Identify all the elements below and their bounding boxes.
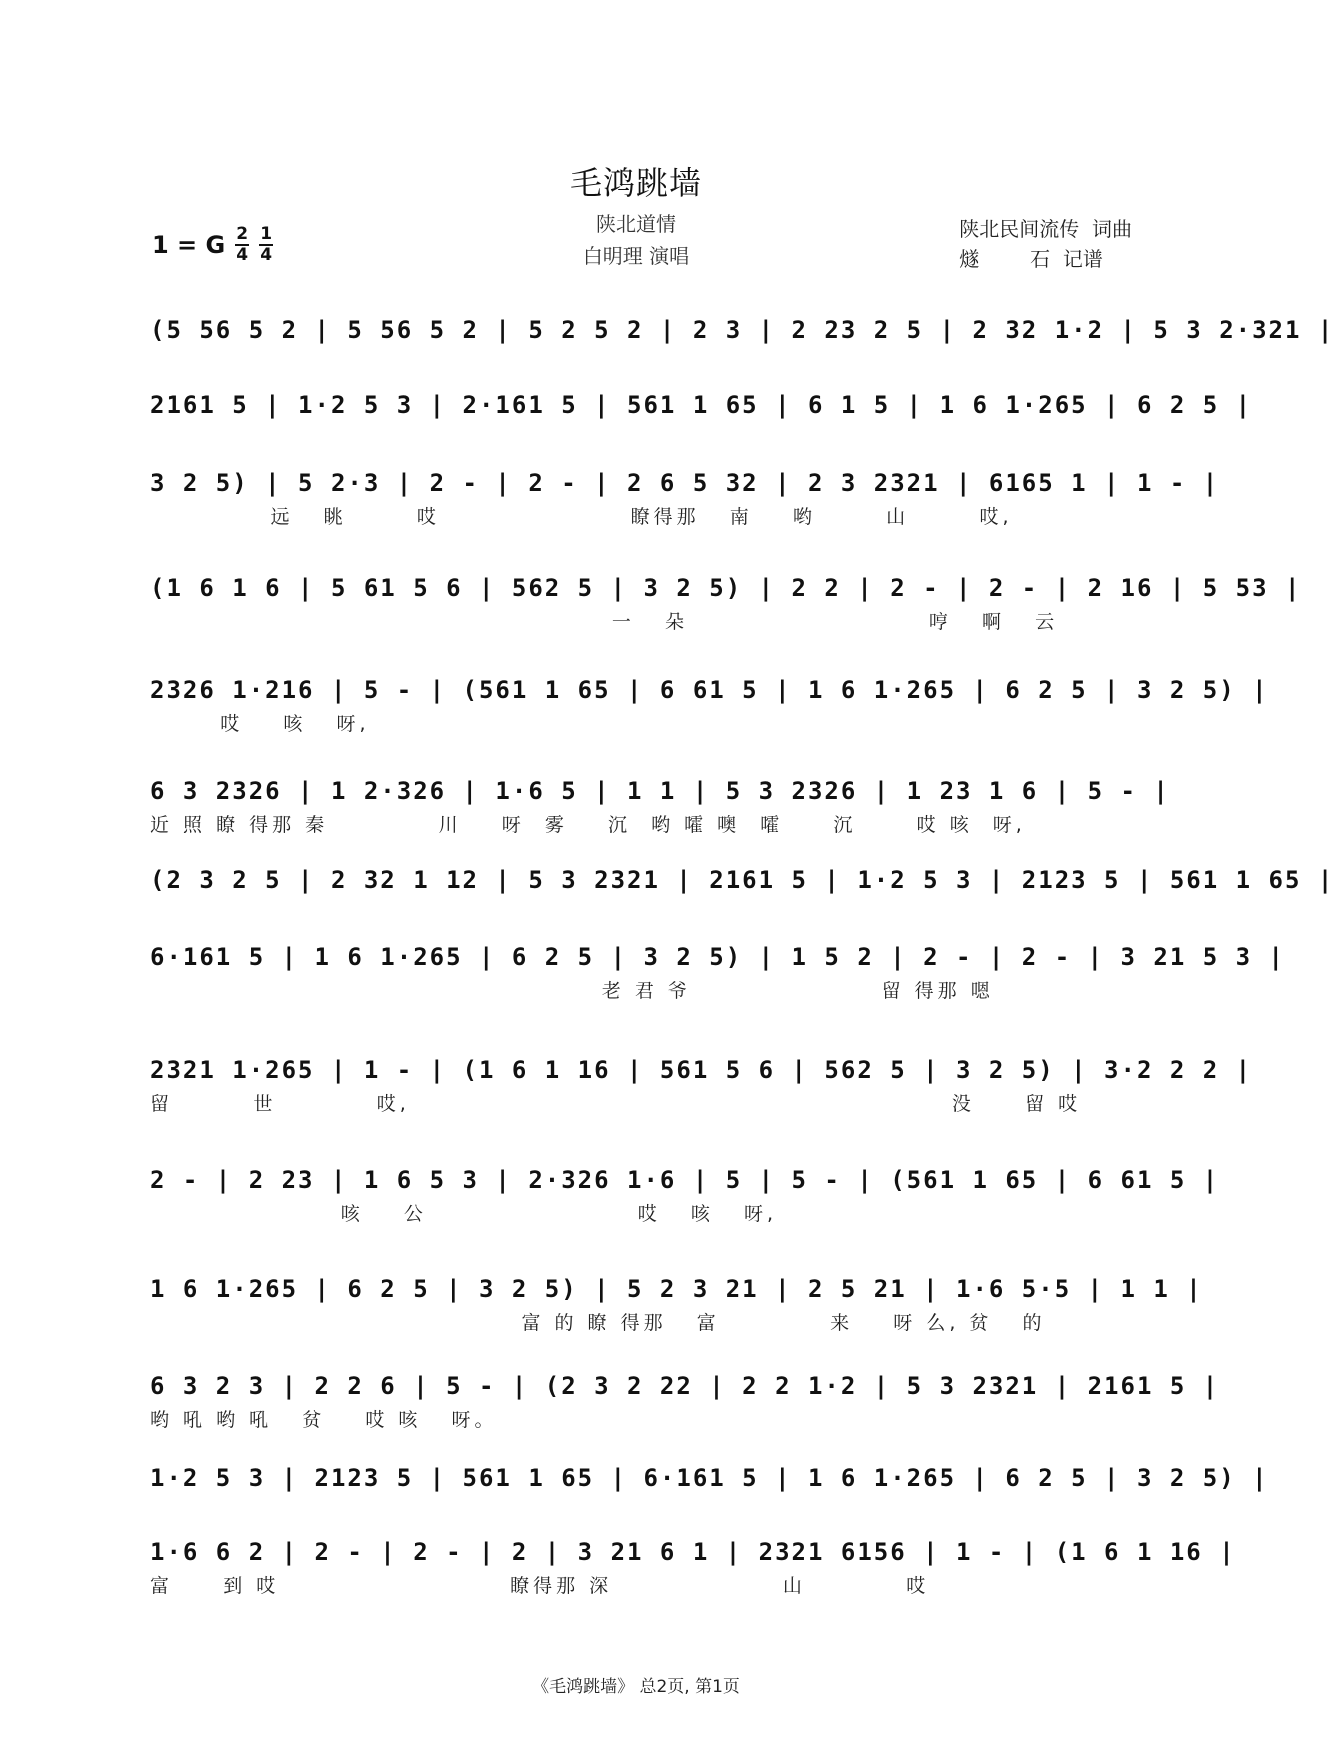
key-signature [152, 226, 273, 264]
score-system [150, 1532, 1236, 1600]
notation-line: (5 56 5 2 | 5 56 5 2 | 5 2 5 2 | 2 3 | 2 23 2 5 | 2 32 1·2 | 5 3 2·321 | [150, 316, 1334, 344]
song-title: 毛鸿跳墙 [569, 164, 702, 202]
lyrics-line: 近 照 瞭 得那 秦 川 呀 雾 沉 哟 嚯 噢 嚯 沉 哎 咳 呀, [150, 814, 1026, 836]
notation-line: 1·6 6 2 | 2 - | 2 - | 2 | 3 21 6 1 | 2321 6156 | 1 - | (1 6 1 16 | [150, 1538, 1236, 1566]
genre-subtitle: 陕北道情 [596, 212, 676, 236]
lyrics-line: 哟 吼 哟 吼 贫 哎 咳 呀。 [150, 1409, 498, 1431]
score-system [150, 310, 1334, 378]
time-sig-2-top: 1 [260, 224, 273, 244]
score-system [150, 1050, 1253, 1118]
notation-line: (2 3 2 5 | 2 32 1 12 | 5 3 2321 | 2161 5 | 1·2 5 3 | 2123 5 | 561 1 65 | [150, 866, 1334, 894]
time-sig-2-bottom: 4 [260, 245, 273, 265]
score-system [150, 860, 1334, 928]
score-system [150, 568, 1302, 636]
time-sig-1-bottom: 4 [236, 245, 249, 265]
score-system [150, 1160, 1220, 1228]
time-signature-1 [235, 226, 249, 264]
score-system [150, 385, 1253, 453]
lyrics-line [150, 1498, 1132, 1526]
singer-credit: 白明理 演唱 [582, 244, 690, 268]
score-system [150, 1269, 1203, 1337]
notation-line: 2326 1·216 | 5 - | (561 1 65 | 6 61 5 | 1 6 1·265 | 6 2 5 | 3 2 5) | [150, 676, 1269, 704]
lyrics-line [150, 900, 1132, 928]
lyrics-line: 哎 咳 呀, [150, 713, 370, 735]
credits-line-2: 燧 石 记谱 [959, 247, 1103, 271]
lyrics-line [150, 425, 1132, 453]
lyrics-line: 富 的 瞭 得那 富 来 呀 么, 贫 的 [150, 1312, 1046, 1334]
lyrics-line: 富 到 哎 瞭得那 深 山 哎 [150, 1575, 930, 1597]
lyrics-line: 咳 公 哎 咳 呀, [150, 1203, 778, 1225]
key-label: 1 = G [152, 231, 226, 259]
lyrics-line [150, 350, 1132, 378]
page-footer: 《毛鸿跳墙》 总2页, 第1页 [532, 1677, 740, 1697]
lyrics-line: 远 眺 哎 瞭得那 南 哟 山 哎, [150, 506, 1013, 528]
notation-line: 2321 1·265 | 1 - | (1 6 1 16 | 561 5 6 | 562 5 | 3 2 5) | 3·2 2 2 | [150, 1056, 1253, 1084]
notation-line: 2 - | 2 23 | 1 6 5 3 | 2·326 1·6 | 5 | 5 - | (561 1 65 | 6 61 5 | [150, 1166, 1220, 1194]
notation-line: 1·2 5 3 | 2123 5 | 561 1 65 | 6·161 5 | 1 6 1·265 | 6 2 5 | 3 2 5) | [150, 1464, 1269, 1492]
score-system [150, 1458, 1269, 1526]
score-system [150, 937, 1285, 1005]
time-sig-1-top: 2 [236, 224, 249, 244]
lyrics-line: 留 世 哎, 没 留 哎 [150, 1093, 1082, 1115]
notation-line: 2161 5 | 1·2 5 3 | 2·161 5 | 561 1 65 | 6 1 5 | 1 6 1·265 | 6 2 5 | [150, 391, 1253, 419]
notation-line: 3 2 5) | 5 2·3 | 2 - | 2 - | 2 6 5 32 | 2 3 2321 | 6165 1 | 1 - | [150, 469, 1220, 497]
lyrics-line: 一 朵 哼 啊 云 [150, 611, 1059, 633]
notation-line: (1 6 1 6 | 5 61 5 6 | 562 5 | 3 2 5) | 2 2 | 2 - | 2 - | 2 16 | 5 53 | [150, 574, 1302, 602]
score-system [150, 670, 1269, 738]
notation-line: 1 6 1·265 | 6 2 5 | 3 2 5) | 5 2 3 21 | 2 5 21 | 1·6 5·5 | 1 1 | [150, 1275, 1203, 1303]
notation-line: 6·161 5 | 1 6 1·265 | 6 2 5 | 3 2 5) | 1 5 2 | 2 - | 2 - | 3 21 5 3 | [150, 943, 1285, 971]
score-system [150, 463, 1220, 531]
time-signature-2 [259, 226, 273, 264]
notation-line: 6 3 2 3 | 2 2 6 | 5 - | (2 3 2 22 | 2 2 1·2 | 5 3 2321 | 2161 5 | [150, 1372, 1220, 1400]
lyrics-line: 老 君 爷 留 得那 嗯 [150, 980, 994, 1002]
notation-line: 6 3 2326 | 1 2·326 | 1·6 5 | 1 1 | 5 3 2326 | 1 23 1 6 | 5 - | [150, 777, 1170, 805]
score-system [150, 771, 1170, 839]
score-system [150, 1366, 1220, 1434]
credits-line-1: 陕北民间流传 词曲 [959, 217, 1132, 241]
composer-credits [959, 214, 1132, 274]
